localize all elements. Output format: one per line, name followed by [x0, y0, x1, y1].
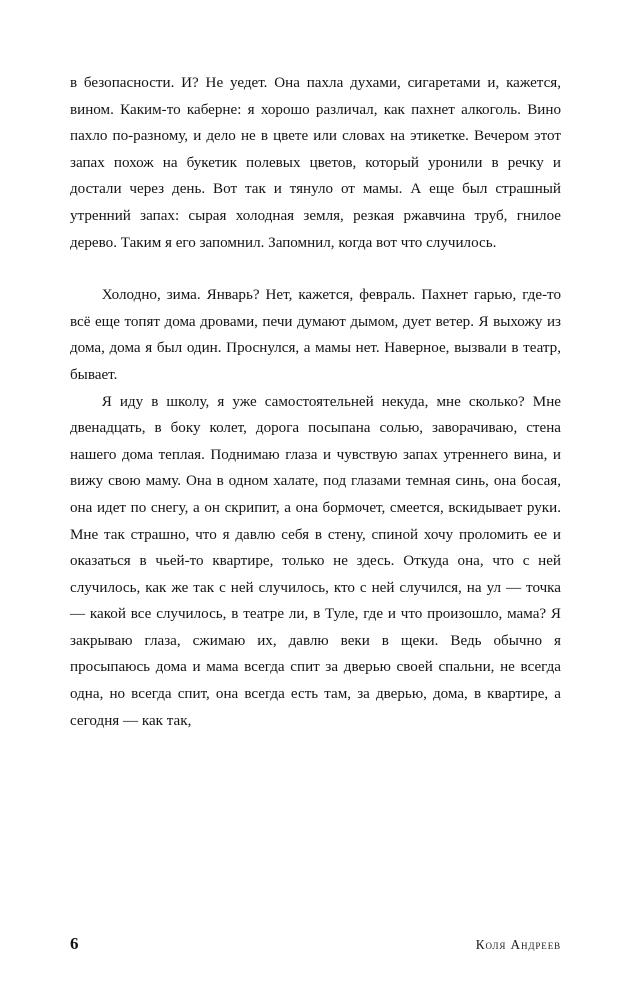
paragraph: Холодно, зима. Январь? Нет, кажется, февраль. Пахнет гарью, где-то всё еще топят дома дровами, печи думают дымом, дует ветер. Я выхожу из дома, дома я был один. Проснулся, а мамы нет. Наверное, вызвали в театр, бывает. [70, 287, 561, 383]
paragraph: в безопасности. И? Не уедет. Она пахла духами, сигаретами и, кажется, вином. Каким-то каберне: я хорошо различал, как пахнет алкоголь. Вино пахло по-разному, и дело не в цвете или словах на этикетке. Вечером этот запах похож на букетик полевых цветов, который уронили в речку и достали через день. Вот так и тянуло от мамы. А еще был страшный утренний запах: сырая холодная земля, резкая ржавчина труб, гнилое дерево. Таким я его запомнил. Запомнил, когда вот что случилось. [70, 75, 561, 251]
paragraph: Я иду в школу, я уже самостоятельней некуда, мне сколько? Мне двенадцать, в боку колет, дорога посыпана солью, заворачиваю, стена нашего дома теплая. Поднимаю глаза и чувствую запах утреннего вина, и вижу свою маму. Она в одном халате, под глазами темная синь, она босая, она идет по снегу, а он скрипит, а она бормочет, смеется, вскидывает руки. Мне так страшно, что я давлю себя в стену, спиной хочу проломить ее и оказаться в чьей-то квартире, только не здесь. Откуда она, что с ней случилось, как же так с ней случилось, кто с ней случился, на ул — точка — какой все случилось, в театре ли, в Туле, где и что произошло, мама? Я закрываю глаза, сжимаю их, давлю веки в щеки. Ведь обычно я просыпаюсь дома и мама всегда спит за дверью своей спальни, не всегда одна, но всегда спит, она всегда есть там, за дверью, дома, в квартире, а сегодня — как так, [70, 393, 561, 729]
running-head: Коля Андреев [475, 937, 561, 952]
page-number: 6 [70, 934, 79, 953]
page-footer [70, 934, 561, 954]
page-body [70, 70, 561, 734]
